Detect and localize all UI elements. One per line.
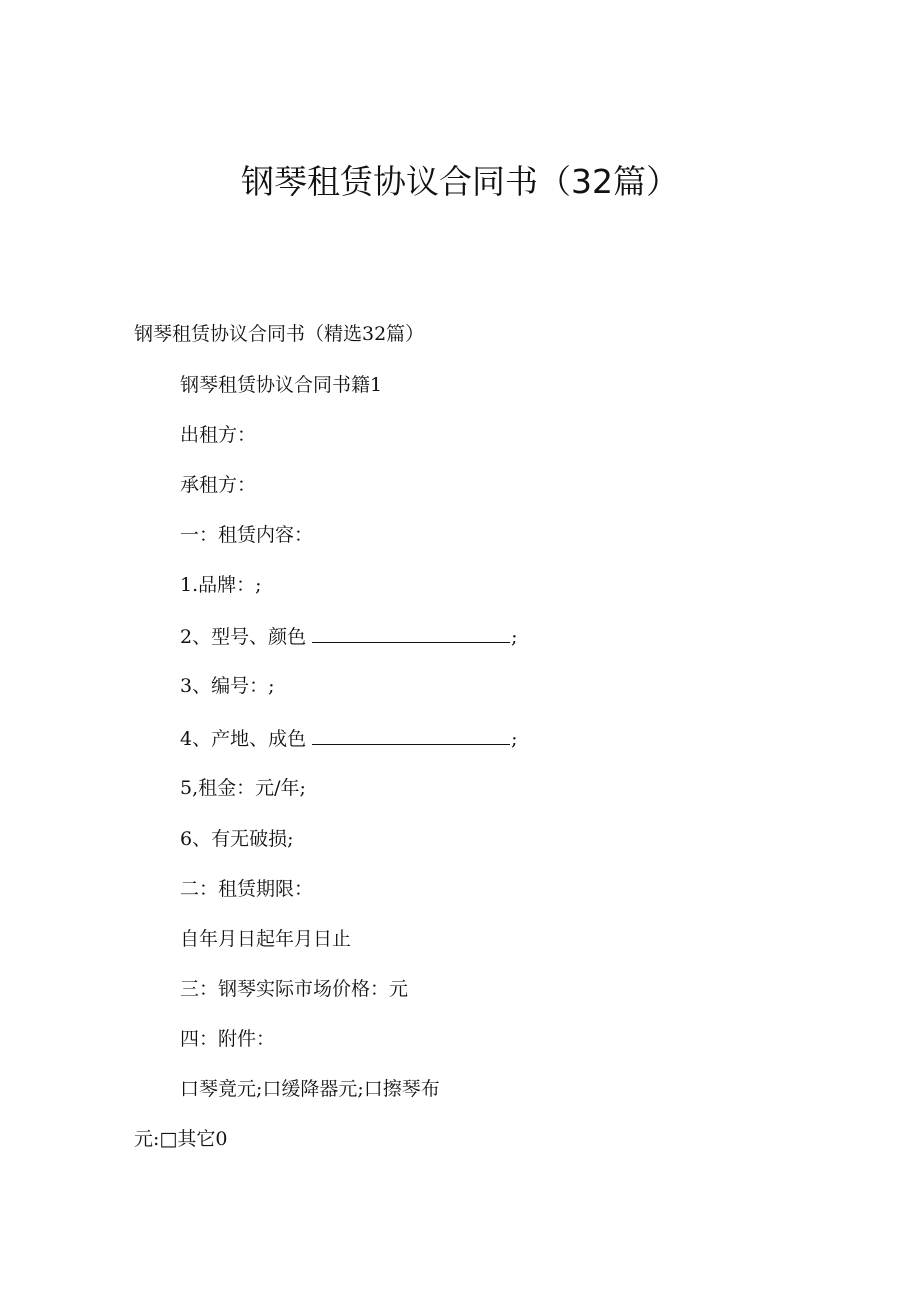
clause-3-market-price: 三：钢琴实际市场价格：元 [180, 978, 409, 1000]
clause-4-heading: 四：附件： [180, 1028, 276, 1050]
term-text: 自年月日起年月日止 [180, 928, 352, 950]
origin-condition-blank-line [312, 724, 510, 745]
clause-1-heading: 一：租赁内容： [180, 524, 314, 546]
model-color-blank-line [312, 622, 510, 643]
item-model-color-end: ; [511, 626, 518, 648]
item-brand: 1.品牌：; [180, 574, 262, 596]
item-model-color [180, 622, 518, 650]
item-serial-number: 3、编号：; [180, 675, 275, 697]
item-origin-condition-end: ; [511, 728, 518, 750]
document-subtitle: 钢琴租赁协议合同书（精选32篇） [134, 323, 425, 345]
item-origin-condition-label: 4、产地、成色 [180, 728, 307, 750]
item-model-color-label: 2、型号、颜色 [180, 626, 307, 648]
attachments-line-1: 口琴竟元;口缓降器元;口擦琴布 [180, 1078, 440, 1100]
document-title: 钢琴租赁协议合同书（32篇） [241, 162, 679, 201]
clause-2-heading: 二：租赁期限： [180, 878, 314, 900]
item-rent: 5,租金：元/年; [180, 777, 306, 799]
lessee-label: 承租方： [180, 474, 257, 496]
attachments-line-2: 元:□其它0 [134, 1128, 228, 1150]
lessor-label: 出租方： [180, 424, 257, 446]
item-damage: 6、有无破损; [180, 828, 294, 850]
item-origin-condition [180, 724, 518, 752]
section-heading: 钢琴租赁协议合同书籍1 [180, 374, 383, 396]
